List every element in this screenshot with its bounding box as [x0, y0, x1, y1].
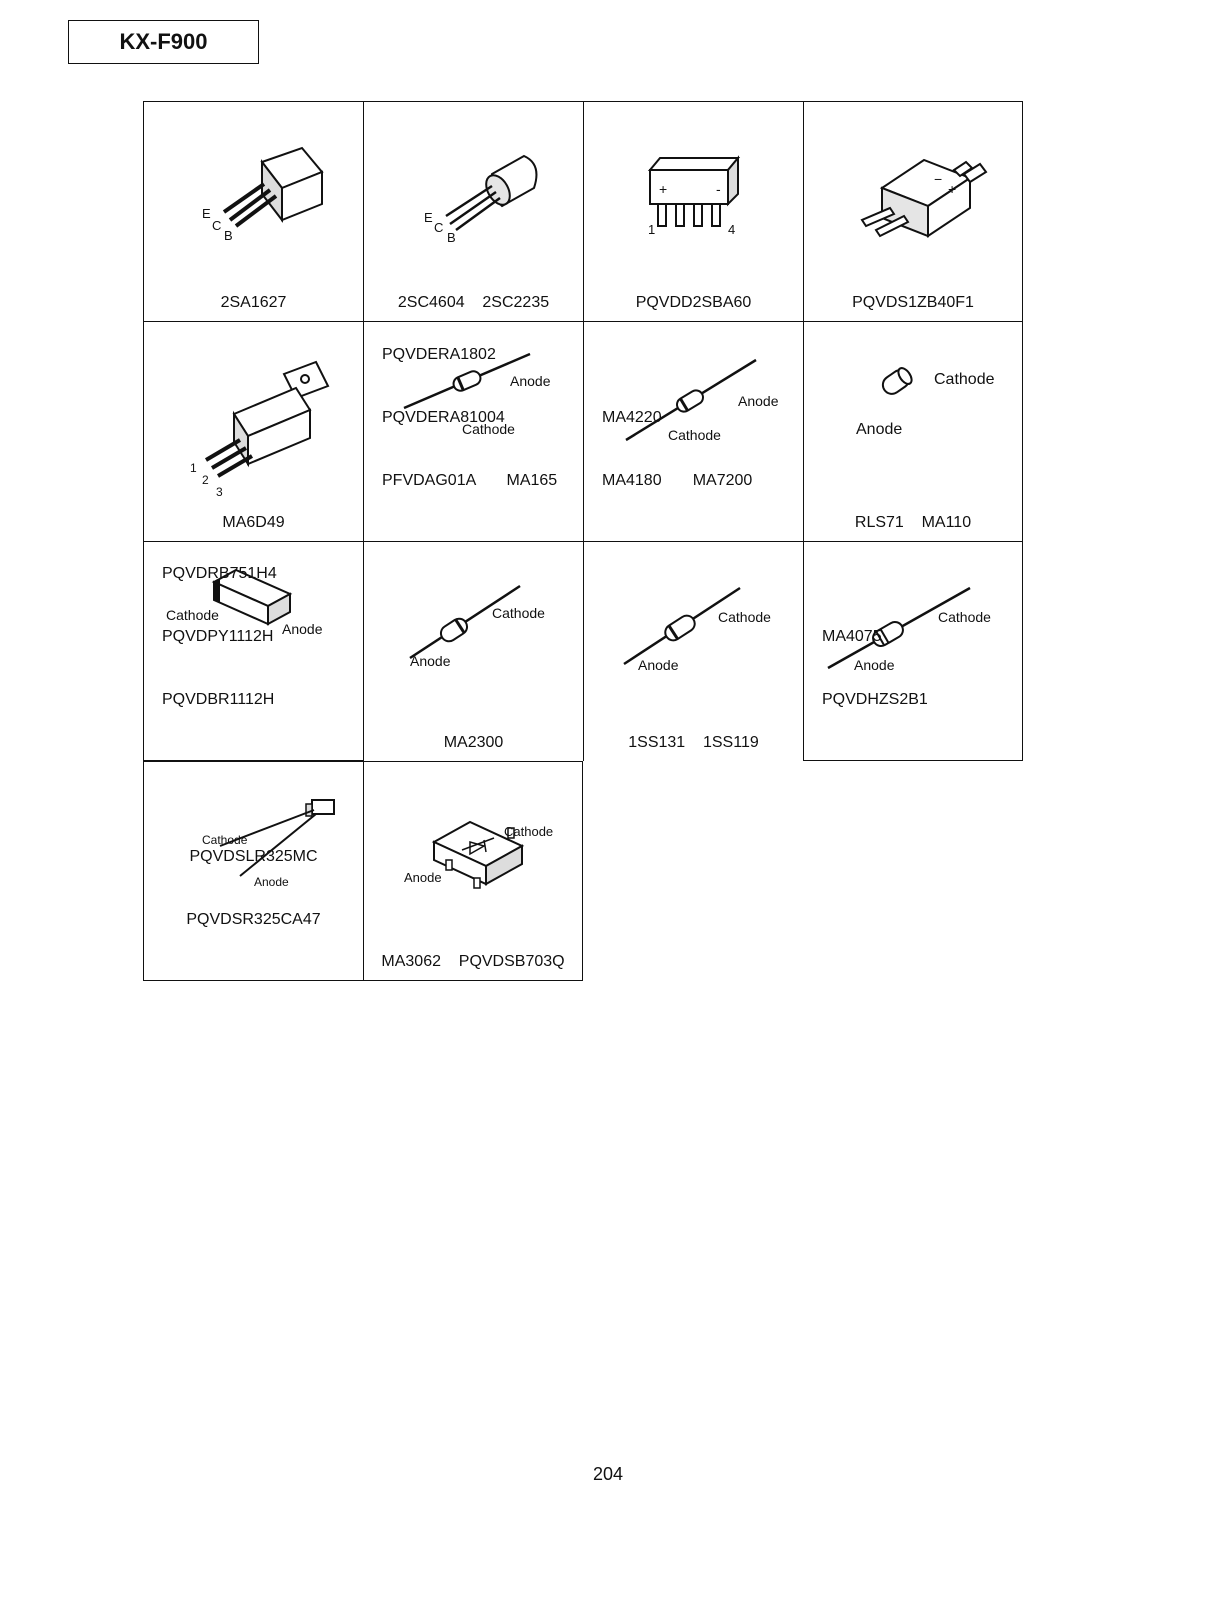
part-numbers: RLS71 MA110 — [854, 514, 972, 531]
mini-melf-diode-icon — [804, 322, 1022, 540]
cathode-label: Cathode — [934, 371, 995, 388]
part-numbers: PQVDS1ZB40F1 — [852, 294, 974, 311]
anode-label: Anode — [638, 657, 679, 673]
pin-1-label: 1 — [190, 461, 197, 475]
cell-pqvds1zb40f1 — [803, 101, 1023, 321]
pin-3-label: 3 — [216, 485, 223, 499]
sot23-diode-icon — [364, 762, 582, 980]
cell-ma3062 — [363, 761, 583, 981]
part-numbers — [382, 321, 577, 533]
part-number: MA4180 MA7200 — [602, 472, 753, 489]
part-numbers: MA3062 PQVDSB703Q — [381, 953, 565, 970]
cell-ma4220 — [583, 321, 803, 541]
part-number: PQVDSR325CA47 — [186, 911, 321, 928]
part-numbers: MA6D49 — [222, 514, 285, 531]
cell-pqvdd2sba60 — [583, 101, 803, 321]
part-numbers — [822, 584, 1016, 752]
cell-ma4075 — [803, 541, 1023, 761]
part-number: PQVDBR1112H — [162, 691, 275, 708]
axial-diode-icon — [584, 542, 802, 760]
pin-c-label: C — [434, 220, 444, 235]
pin-4-label: 4 — [728, 222, 736, 237]
part-number: PQVDERA1802 — [382, 346, 496, 363]
cathode-label: Cathode — [718, 609, 771, 625]
part-number: MA4075 — [822, 628, 882, 645]
anode-label: Anode — [410, 653, 451, 669]
part-numbers: 1SS131 1SS119 — [628, 734, 759, 751]
page-number: 204 — [592, 1464, 624, 1484]
anode-label: Anode — [510, 373, 551, 389]
cathode-label: Cathode — [504, 824, 554, 839]
anode-label: Anode — [404, 870, 442, 885]
bridge-rectifier-icon — [584, 102, 802, 320]
cathode-label: Cathode — [668, 427, 721, 443]
pin-e-label: E — [424, 210, 433, 225]
part-numbers: MA2300 — [443, 734, 504, 751]
pin-b-label: B — [224, 228, 233, 243]
part-number: PQVDPY1112H — [162, 628, 274, 645]
cathode-label: Cathode — [202, 833, 248, 847]
empty-cell — [583, 761, 803, 981]
axial-diode-icon — [364, 542, 582, 760]
pin-1-label: 1 — [648, 222, 656, 237]
cell-1ss131 — [583, 541, 803, 761]
plus-label: + — [659, 181, 668, 197]
part-number: PQVDHZS2B1 — [822, 691, 928, 708]
cathode-label: Cathode — [938, 609, 991, 625]
part-numbers: PQVDD2SBA60 — [635, 294, 752, 311]
part-number: PFVDAG01A MA165 — [382, 472, 558, 489]
pin-b-label: B — [447, 230, 456, 245]
part-number: PQVDSLR325MC — [189, 848, 318, 865]
minus-label: - — [716, 181, 721, 197]
anode-label: Anode — [854, 657, 895, 673]
pin-2-label: 2 — [202, 473, 209, 487]
part-numbers — [150, 804, 357, 972]
cell-2sa1627 — [143, 101, 363, 321]
power-diode-block-icon — [804, 102, 1022, 320]
component-grid — [143, 101, 1023, 981]
part-numbers: 2SC4604 2SC2235 — [397, 294, 550, 311]
pin-c-label: C — [212, 218, 222, 233]
anode-label: Anode — [738, 393, 779, 409]
empty-cell — [803, 761, 1023, 981]
cathode-label: Cathode — [166, 607, 219, 623]
cathode-label: Cathode — [462, 421, 515, 437]
part-numbers: 2SA1627 — [220, 294, 287, 311]
part-numbers — [602, 365, 797, 533]
part-numbers — [162, 541, 357, 752]
to92-transistor-icon — [364, 102, 582, 320]
part-number: PQVDRB751H4 — [162, 565, 277, 582]
cell-ma6d49 — [143, 321, 363, 541]
minus-label: − — [934, 171, 943, 187]
cell-pqvdslr325mc — [143, 761, 363, 981]
cell-pqvdak04a — [363, 321, 583, 541]
pin-e-label: E — [202, 206, 211, 221]
cell-ma2300 — [363, 541, 583, 761]
to220f-regulator-icon — [144, 322, 362, 540]
cell-rls71 — [803, 321, 1023, 541]
model-title: KX-F900 — [68, 20, 259, 64]
cathode-label: Cathode — [492, 605, 545, 621]
part-number: PQVDERA81004 — [382, 409, 505, 426]
anode-label: Anode — [856, 421, 903, 438]
anode-label: Anode — [282, 621, 323, 637]
anode-label: Anode — [254, 875, 289, 889]
cell-2sc4604 — [363, 101, 583, 321]
plus-label: + — [948, 181, 957, 197]
to220-transistor-icon — [144, 102, 362, 320]
part-number: MA4220 — [602, 409, 662, 426]
cell-ma2s111 — [143, 541, 363, 761]
